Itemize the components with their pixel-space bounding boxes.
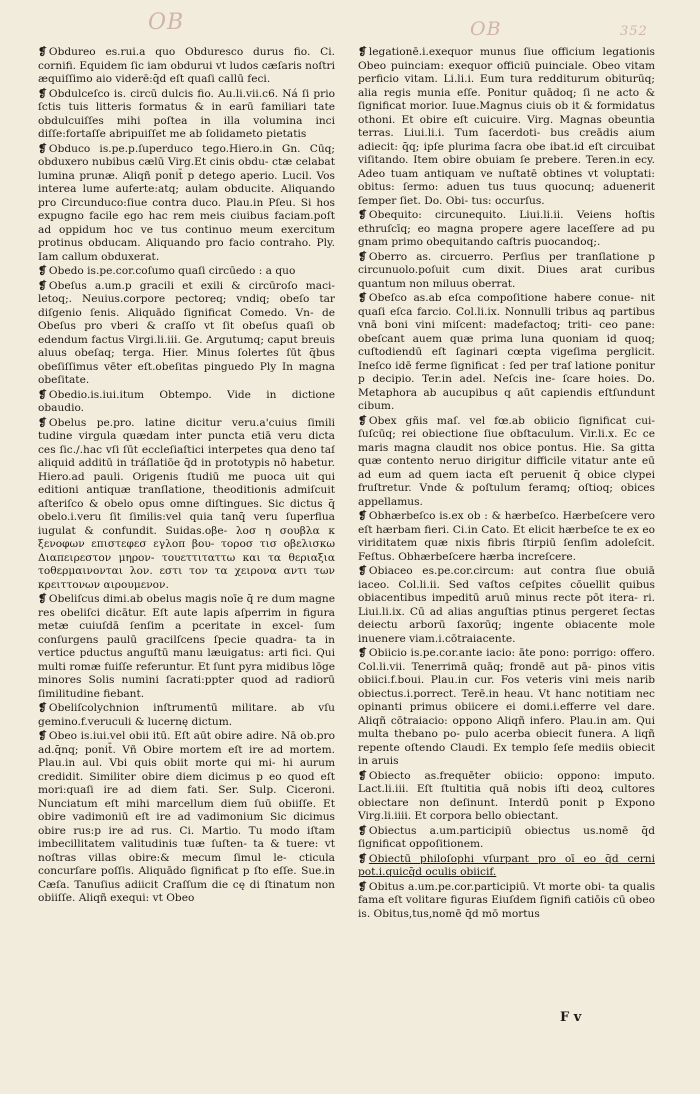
- entry-text: Obeo is.iui.vel obii itū. Eſt aūt obire adire. Nā ob.pro ad.q̄nq; ponit̄. Vñ Obire mortem eſt ire ad mortem. Plau.in aul. Vbi quis obiit morte qui mi- hi aurum credidit. Similiter obire diem dicimus p eo quod eſt mori:quaſi ire ad diem fati. Ser. Sulp. Ciceroni. Nunciatum eſt mihi marcellum diem ſuū obiiſſe. Et obire vadimoniū eſt ire ad vadimonium Sic dicimus obire rus:p ire ad rus. Ci. Martio. Tu modo iſtam imbecillitatem valitudinis tuæ ſuſten- ta & tuere: vt noſtras villas obire:& mecum ſimul le- cticula concurſare poſſis. Aliquādo ſignificat p ſto eſſe. Sue.in Cæſa. Tanuſius adiicit Craſſum die cę di ſtinatum non obiiſſe. Aliqñ exequi: vt Obeo: [38, 730, 335, 904]
- paragraph-mark-icon: ❡: [358, 209, 367, 221]
- entry-text: Obiicio is.pe.cor.ante iacio: āte pono: porrigo: offero. Col.li.vii. Tenerrimā quāq; frondē aut pā- pinos vitis obiici.f.boui. Plau.in cur. Fos veteris vini meis narib obiectus.i.porrect. Terē.in heau. Vt hanc notitiam nec opinanti primus obiicere ei domi.i.efferre vel dare. Aliqñ cōtraiacio: oppono Aliqñ infero. Plau.in am. Qui multa thebano po- pulo acerba obiecit funera. A liqñ repente oſtendo Claudi. Ex templo ſeſe mediis obiecit in aruis: [358, 647, 655, 767]
- paragraph-mark-icon: ❡: [358, 852, 367, 865]
- paragraph-mark-icon: ❡: [38, 142, 47, 155]
- dictionary-entry: [358, 209, 655, 250]
- signature-mark: F v: [560, 1010, 582, 1025]
- entry-text: Obeſco as.ab eſca compoſitione habere conue- nit quaſi eſca farcio. Col.li.ix. Nonnulli tribus aq partibus vnā boni vini miſcent: madefactoq; triti- ceo pane: obeſcant auem quæ prima luna quoniam id quoq; cuſtodiendū eſt ſaginari cœpta vigeſima perglicit. Ineſco idē ferme ſignificat : ſed per traſ latione ponitur p decipio. Ter.in adel. Neſcis ine- ſcare hoies. Do. Metaphora ab aucupibus q aūt capiendis eſtſundunt cibum.: [358, 292, 655, 412]
- entry-text: Obiaceo es.pe.cor.circum: aut contra ſiue obuiā iaceo. Col.li.ii. Sed vaſtos ceſpites cōuellit quibus obiacentibus impeditū aruū minus recte pōt itera- ri. Liui.li.ix. Cū ad alias anguſtias ptinus pergeret ſectas deiectu arborū ſaxorūq; ingente obiacente mole inuenere viam.i.cōtraiacente.: [358, 565, 655, 645]
- dictionary-entry: [358, 853, 655, 880]
- dictionary-entry: [38, 265, 335, 279]
- entry-text: Obequito: circunequito. Liui.li.ii. Veiens hoſtis ethruſcīq; eo magna propere agere laceſſere ad pu gnam primo obequitando caſtris puocandoq;.: [358, 209, 655, 248]
- paragraph-mark-icon: ❡: [358, 647, 367, 659]
- paragraph-mark-icon: ❡: [38, 279, 47, 292]
- entry-text: Obedio.is.iui.itum Obtempo. Vide in dictione obaudio.: [38, 388, 335, 414]
- paragraph-mark-icon: ❡: [358, 292, 367, 304]
- dictionary-entry: [38, 389, 335, 416]
- paragraph-mark-icon: ❡: [38, 265, 47, 277]
- entry-text: Obeliſcolychnion inſtrumentū militare. ab vſu gemino.f.veruculi & lucernę dictum.: [38, 702, 335, 728]
- dictionary-entry: [38, 46, 335, 87]
- entry-text: Obeliſcus dimi.ab obelus magis noīe q̄ re dum magne res obeliſci dicātur. Eſt aute lapis aſperrim in figura metæ cuiuſdā ſenſim a pceritate in excel- ſum conſurgens paulū gracilſcens ſpecie quadra- ta in vertice pductus anguſtū manu læuigatus: arti fici. Qui multi romæ fuiſſe referuntur. Et ſunt pyra midibus lōge minores Solis numini ſacrati:ppter quod ad radiorū ſimilitudine fiebant.: [38, 593, 335, 700]
- dictionary-entry: [358, 292, 655, 414]
- paragraph-mark-icon: ❡: [38, 388, 47, 401]
- paragraph-mark-icon: ❡: [38, 46, 47, 58]
- entry-text: Obduco is.pe.p.ſuperduco tego.Hiero.in Gn. Cūq; obduxero nubibus cælū Virg.Et cinis obdu- ctæ celabat lumina prunæ. Aliqñ ponit̄ p detego aperio. Lucil. Vos interea lume auferte:atq; aulam obducite. Aliquando pro Circunduco:ſiue contra duco. Plau.in Pſeu. Si hos expugno facile ego hac rem meis ciuibus faciam.poſt ad oppidum hoc ve tus continuo meum exercitum protinus obducam. Aliquando pro facio contraho. Ply. Iam callum obduxerat.: [38, 142, 335, 263]
- entry-text: Obelus pe.pro. latine dicitur veru.a'cuius ſimili tudine virgula quædam inter puncta etiā veru dicta ces ſic./.hac vſi ſūt eccleſiaſtici interpetes qua deno taſ aliquid additū in tráſlatiōe q̄d in prototypis nō habetur. Hiero.ad pauli. Origenis ſtudiū me puoca uit qui editioni antiquæ tranſlatione, theoditionis admiſcuit aſteriſco & obelo opus omne diſtingues. Sic dictus q̄ obelo.i.veru ſit ſimilis:vel quia tanq̄ veru ſuperflua iugulat & confundit. Suidas.oβe- λοσ η σουβλα κ ξενοφων επιστεφεσ εγλοπ βου- τοροσ τισ οβελισκω Διαπειρεστον μηρον- τουεττιταττω και τα θεριαξια τοθερμαινονται λον. εστι τον τα χειρονα αντι των κρειττονων αιρουμενον.: [38, 416, 335, 591]
- paragraph-mark-icon: ❡: [358, 414, 367, 427]
- dictionary-entry: [38, 593, 335, 701]
- dictionary-entry: [358, 825, 655, 852]
- dictionary-entry: [38, 730, 335, 906]
- dictionary-entry: [358, 510, 655, 564]
- paragraph-mark-icon: ❡: [358, 46, 367, 58]
- entry-text: Oberro as. circuerro. Perſius per tranſlatione p circunuolo.poſuit cum dixit. Diues arat curibus quantum non miluus oberrat.: [358, 250, 655, 290]
- entry-text: Obdulceſco is. circū dulcis fio. Au.li.vii.c6. Ná ſi prio ſctis tuis litteris formatus & in earū familiari tate obdulcuiſſes mihi poſtea in illa volumina inci diſſe:fortaſſe abripuiſſet me ab ſolidameto pietatis: [38, 87, 335, 140]
- paragraph-mark-icon: ❡: [358, 824, 367, 837]
- paragraph-mark-icon: ❡: [38, 87, 47, 100]
- entry-text: Obiectū philoſophi vſurpant pro oī eo q̄d cerni pot.i.quicq̄d oculis obiicif.: [358, 852, 655, 878]
- dictionary-entry: [38, 143, 335, 265]
- dictionary-entry: [38, 702, 335, 729]
- dictionary-entry: [358, 46, 655, 208]
- dictionary-entry: [358, 565, 655, 646]
- page-number-note: 352: [620, 24, 648, 39]
- right-column: [358, 46, 655, 1031]
- paragraph-mark-icon: ❡: [358, 250, 367, 263]
- dictionary-entry: [358, 770, 655, 824]
- dictionary-entry: [358, 415, 655, 510]
- dictionary-entry: [38, 417, 335, 593]
- paragraph-mark-icon: ❡: [38, 730, 47, 742]
- dictionary-entry: [358, 881, 655, 922]
- paragraph-mark-icon: ❡: [358, 510, 367, 522]
- dictionary-entry: [358, 251, 655, 292]
- entry-text: Obiectus a.um.participiū obiectus us.nomē q̄d ſignificat oppoſitionem.: [358, 824, 655, 850]
- entry-text: Obdureo es.rui.a quo Obduresco durus fio. Ci. cornifi. Equidem ſic iam obdurui vt ludos cæſaris noſtri æquiſſimo aio viderē:q̄d eſt quaſi callū feci.: [38, 46, 335, 85]
- paragraph-mark-icon: ❡: [38, 702, 47, 714]
- paragraph-mark-icon: ❡: [358, 769, 367, 782]
- paragraph-mark-icon: ❡: [38, 416, 47, 429]
- paragraph-mark-icon: ❡: [38, 593, 47, 605]
- entry-text: Obedo is.pe.cor.coſumo quaſi circūedo : a quo: [48, 265, 296, 277]
- margin-note-right: OB: [470, 18, 502, 40]
- entry-text: Obex gñis maſ. vel fœ.ab obiicio ſignificat cui- ſuſcūq; rei obiectione ſiue obſtaculum. Vir.li.x. Ec ce maris magna claudit nos obice pontus. Hie. Sa gitta quæ contento neruo dirigitur difficile vitatur ante eū ad eum ad quem iacta eſt peruenit q̄ obice clypei fruſtretur. Vnde & poſtulum feramq; oſtioq; obices appellamus.: [358, 414, 655, 508]
- paragraph-mark-icon: ❡: [358, 880, 367, 893]
- entry-text: Obitus a.um.pe.cor.participiū. Vt morte obi- ta qualis fama eſt volitare figuras Eiuſdem ſignifi catiōis cū obeo is. Obitus,tus,nomē q̄d mō mortus: [358, 880, 655, 920]
- entry-text: Obiecto as.frequēter obiicio: oppono: imputo. Lact.li.iii. Eſt ſtultitia quā nobis iſti deoꝝ cultores obiectare non deſinunt. Interdū ponit p Expono Virg.li.iiii. Et corpora bello obiectant.: [358, 769, 655, 822]
- margin-note-left: OB: [148, 10, 185, 35]
- entry-text: legationē.i.exequor munus ſiue officium legationis Obeo puinciam: exequor officiū puinciale. Obeo vitam perficio vitam. Li.li.i. Eum tura redditurum obiturūq; alia regis munia eſſe. Ponitur quādoq; ſi ne acto & ſignificat morior. Iuue.Magnus ciuis ob it & formidatus othoni. Et obire eſt cuicuire. Virg. Magnas obeuntia terras. Liui.li.i. Tum ſacerdoti- bus creādis aium adiecit: q̄q; ipſe plurima ſacra obe ibat.id eſt circuibat viſitando. Item obire obuiam ſe prebere. Teren.in ecy. Adeo tuam antiquam ve nuſtatē obtines vt voluptati: obitus: ſermo: aduen tus tuus quocunq; aduenerit ſemper ſiet. Do. Obi- tus: occurſus.: [358, 46, 655, 207]
- paragraph-mark-icon: ❡: [358, 565, 367, 577]
- dictionary-entry: [358, 647, 655, 769]
- dictionary-entry: [38, 88, 335, 142]
- entry-text: Obhærbeſco is.ex ob : & hærbeſco. Hærbeſcere vero eſt hærbam fieri. Ci.in Cato. Et elicit hærbeſce te ex eo viriditatem quæ nixis fibris ſtirpiū ſenſim adoleſcit. Feſtus. Obhærbeſcere hærba increſcere.: [358, 510, 655, 563]
- dictionary-entry: [38, 280, 335, 388]
- left-column: [38, 46, 335, 1031]
- entry-text: Obeſus a.um.p gracili et exili & circūroſo maci- letoq;. Neuius.corpore pectoreq; vndiq; obeſo tar diſgenio ſenis. Aliquādo ſignificat Comedo. Vn- de Obeſus pro vberi & craſſo vt ſit obeſus quaſi ob edendum factus Virgi.li.iii. Ge. Argutumq; caput breuis aluus obeſaq; terga. Hier. Minus ſolertes ſūt q̄bus obeſiſſimus vēter eſt.obeſitas pinguedo Ply In magna obeſitate.: [38, 279, 335, 386]
